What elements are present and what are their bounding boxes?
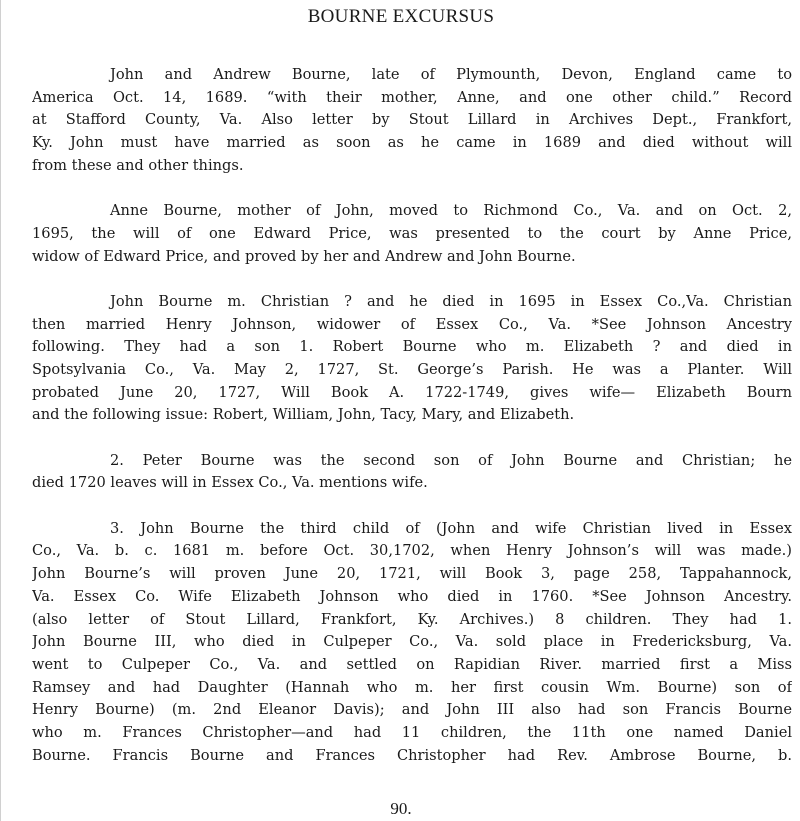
- text-line: died 1720 leaves will in Essex Co., Va. mentions wife.: [32, 474, 428, 492]
- text-line: 2. Peter Bourne was the second son of John Bourne and Christian; he: [110, 451, 792, 469]
- text-line: John Bourne m. Christian ? and he died in 1695 in Essex Co.,Va. Christian: [110, 292, 792, 310]
- text-line: John Bourne’s will proven June 20, 1721, will Book 3, page 258, Tappahannock,: [32, 565, 792, 583]
- paragraph-2: [32, 200, 792, 268]
- paragraph-4: [32, 450, 792, 495]
- text-line: John and Andrew Bourne, late of Plymounth, Devon, England came to: [110, 66, 792, 83]
- text-line: 1695, the will of one Edward Price, was presented to the court by Anne Price,: [32, 224, 792, 242]
- paragraph-3: [32, 291, 792, 427]
- text-line: 3. John Bourne the third child of (John and wife Christian lived in Essex: [110, 519, 792, 537]
- text-line: John Bourne III, who died in Culpeper Co., Va. sold place in Fredericksburg, Va.: [32, 633, 792, 651]
- document-body: [32, 64, 792, 790]
- text-line: Anne Bourne, mother of John, moved to Richmond Co., Va. and on Oct. 2,: [110, 202, 792, 220]
- text-line: at Stafford County, Va. Also letter by Stout Lillard in Archives Dept., Frankfort,: [32, 111, 792, 129]
- text-line: Va. Essex Co. Wife Elizabeth Johnson who died in 1760. *See Johnson Ancestry.: [32, 587, 792, 605]
- page-title: BOURNE EXCURSUS: [307, 6, 495, 27]
- text-line: from these and other things.: [32, 156, 244, 174]
- text-line: Bourne. Francis Bourne and Frances Christopher had Rev. Ambrose Bourne, b.: [32, 746, 792, 764]
- text-line: widow of Edward Price, and proved by her and Andrew and John Bourne.: [32, 247, 576, 265]
- text-line: America Oct. 14, 1689. “with their mother, Anne, and one other child.” Record: [32, 88, 792, 106]
- text-line: following. They had a son 1. Robert Bourne who m. Elizabeth ? and died in: [32, 338, 792, 356]
- text-line: (also letter of Stout Lillard, Frankfort, Ky. Archives.) 8 children. They had 1.: [32, 610, 792, 628]
- text-line: Ky. John must have married as soon as he came in 1689 and died without will: [32, 134, 792, 152]
- text-line: Spotsylvania Co., Va. May 2, 1727, St. George’s Parish. He was a Planter. Will: [32, 360, 792, 378]
- text-line: probated June 20, 1727, Will Book A. 1722-1749, gives wife— Elizabeth Bourn: [32, 383, 792, 401]
- text-line: went to Culpeper Co., Va. and settled on Rapidian River. married first a Miss: [32, 655, 792, 673]
- text-line: Co., Va. b. c. 1681 m. before Oct. 30,1702, when Henry Johnson’s will was made.): [32, 542, 792, 560]
- text-line: who m. Frances Christopher—and had 11 children, the 11th one named Daniel: [32, 723, 792, 741]
- text-line: and the following issue: Robert, William, John, Tacy, Mary, and Elizabeth.: [32, 406, 575, 424]
- paragraph-5: [32, 518, 792, 768]
- text-line: then married Henry Johnson, widower of Essex Co., Va. *See Johnson Ancestry: [32, 315, 792, 333]
- paragraph-1: [32, 64, 792, 177]
- page-number: 90.: [390, 799, 412, 818]
- text-line: Henry Bourne) (m. 2nd Eleanor Davis); and John III also had son Francis Bourne: [32, 701, 792, 719]
- text-line: Ramsey and had Daughter (Hannah who m. her first cousin Wm. Bourne) son of: [32, 678, 792, 696]
